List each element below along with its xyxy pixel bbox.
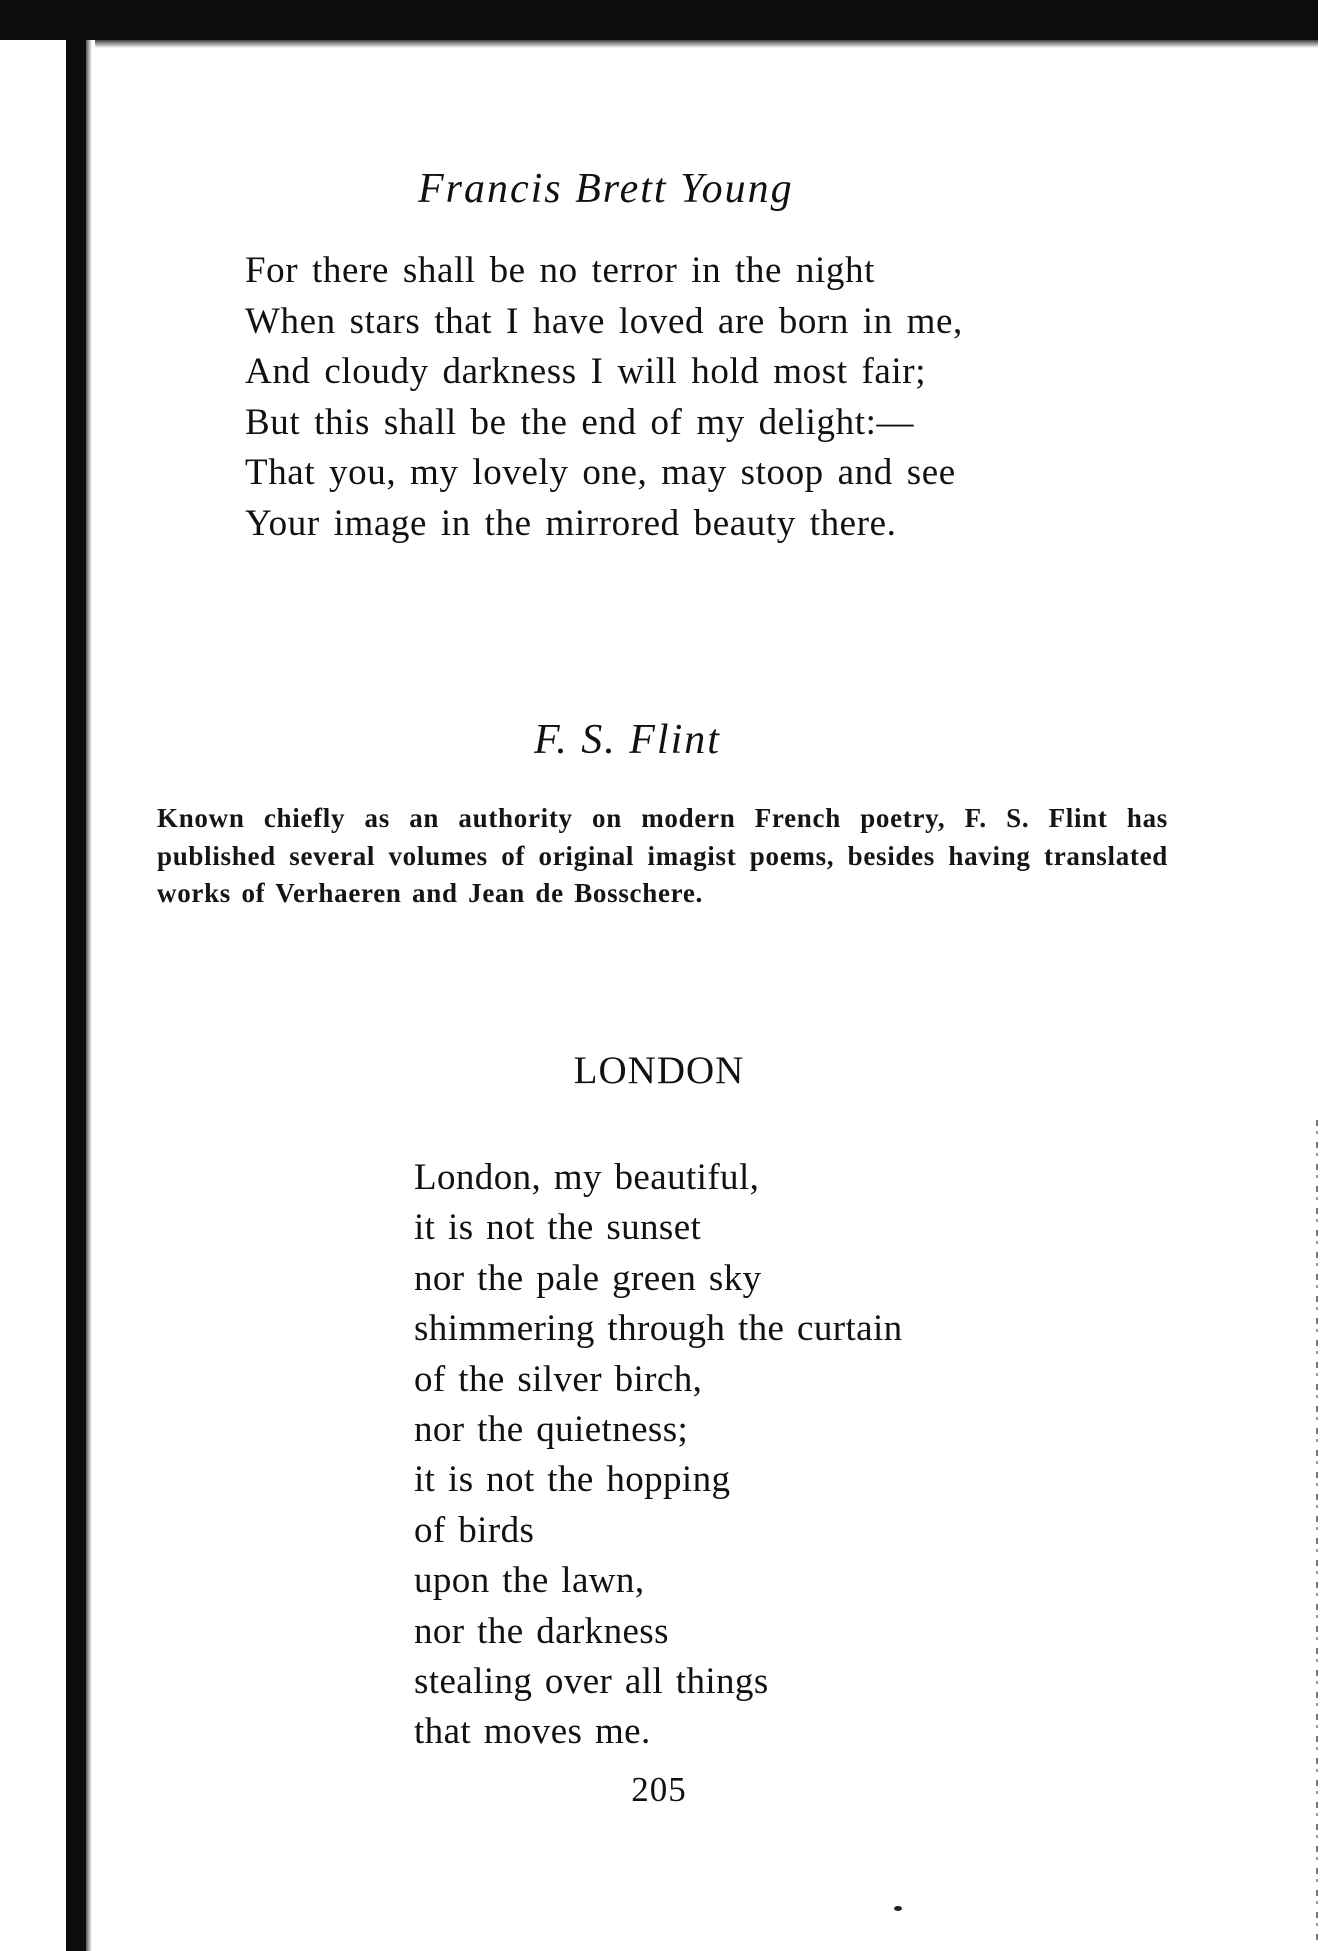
poem-line: nor the pale green sky [414, 1257, 762, 1299]
author-bio-flint: Known chiefly as an authority on modern French poetry, F. S. Flint has published several volumes of original imagist poems, besides having translated works of Verhaeren and Jean de Bosschere. [157, 803, 1168, 908]
poem-line: nor the quietness; [414, 1409, 689, 1451]
scan-binding-shadow [86, 40, 92, 1951]
poem-line: That you, my lovely one, may stoop and see [245, 452, 956, 494]
poem-line: upon the lawn, [414, 1560, 645, 1602]
poem-line: When stars that I have loved are born in me, [245, 300, 963, 342]
poem-line: it is not the sunset [414, 1207, 702, 1249]
scan-top-border-shadow [95, 38, 1318, 48]
poem-line: that moves me. [414, 1711, 651, 1753]
scan-binding-edge [66, 30, 86, 1951]
poem-line: nor the darkness [414, 1610, 669, 1652]
scan-ink-spot [894, 1906, 902, 1911]
poem-title: LONDON [573, 1049, 745, 1092]
poem-line: But this shall be the end of my delight:— [245, 401, 915, 443]
poem-line: London, my beautiful, [414, 1157, 760, 1198]
poem-line: And cloudy darkness I will hold most fair; [245, 351, 927, 393]
poem-young [245, 246, 963, 550]
poem-line: For there shall be no terror in the night [245, 250, 875, 291]
page-number: 205 [631, 1770, 687, 1809]
poem-line: stealing over all things [414, 1661, 769, 1703]
author-heading-flint: F. S. Flint [534, 717, 721, 763]
author-heading-young: Francis Brett Young [418, 166, 794, 212]
poem-london [414, 1153, 903, 1758]
poem-line: of the silver birch, [414, 1358, 703, 1400]
scan-right-speckle [1316, 1120, 1318, 1940]
scan-right-margin [1318, 0, 1332, 1951]
scan-top-border [0, 0, 1318, 40]
poem-line: it is not the hopping [414, 1459, 731, 1501]
poem-line: of birds [414, 1509, 535, 1551]
poem-line: Your image in the mirrored beauty there. [245, 502, 897, 544]
poem-line: shimmering through the curtain [414, 1308, 903, 1350]
